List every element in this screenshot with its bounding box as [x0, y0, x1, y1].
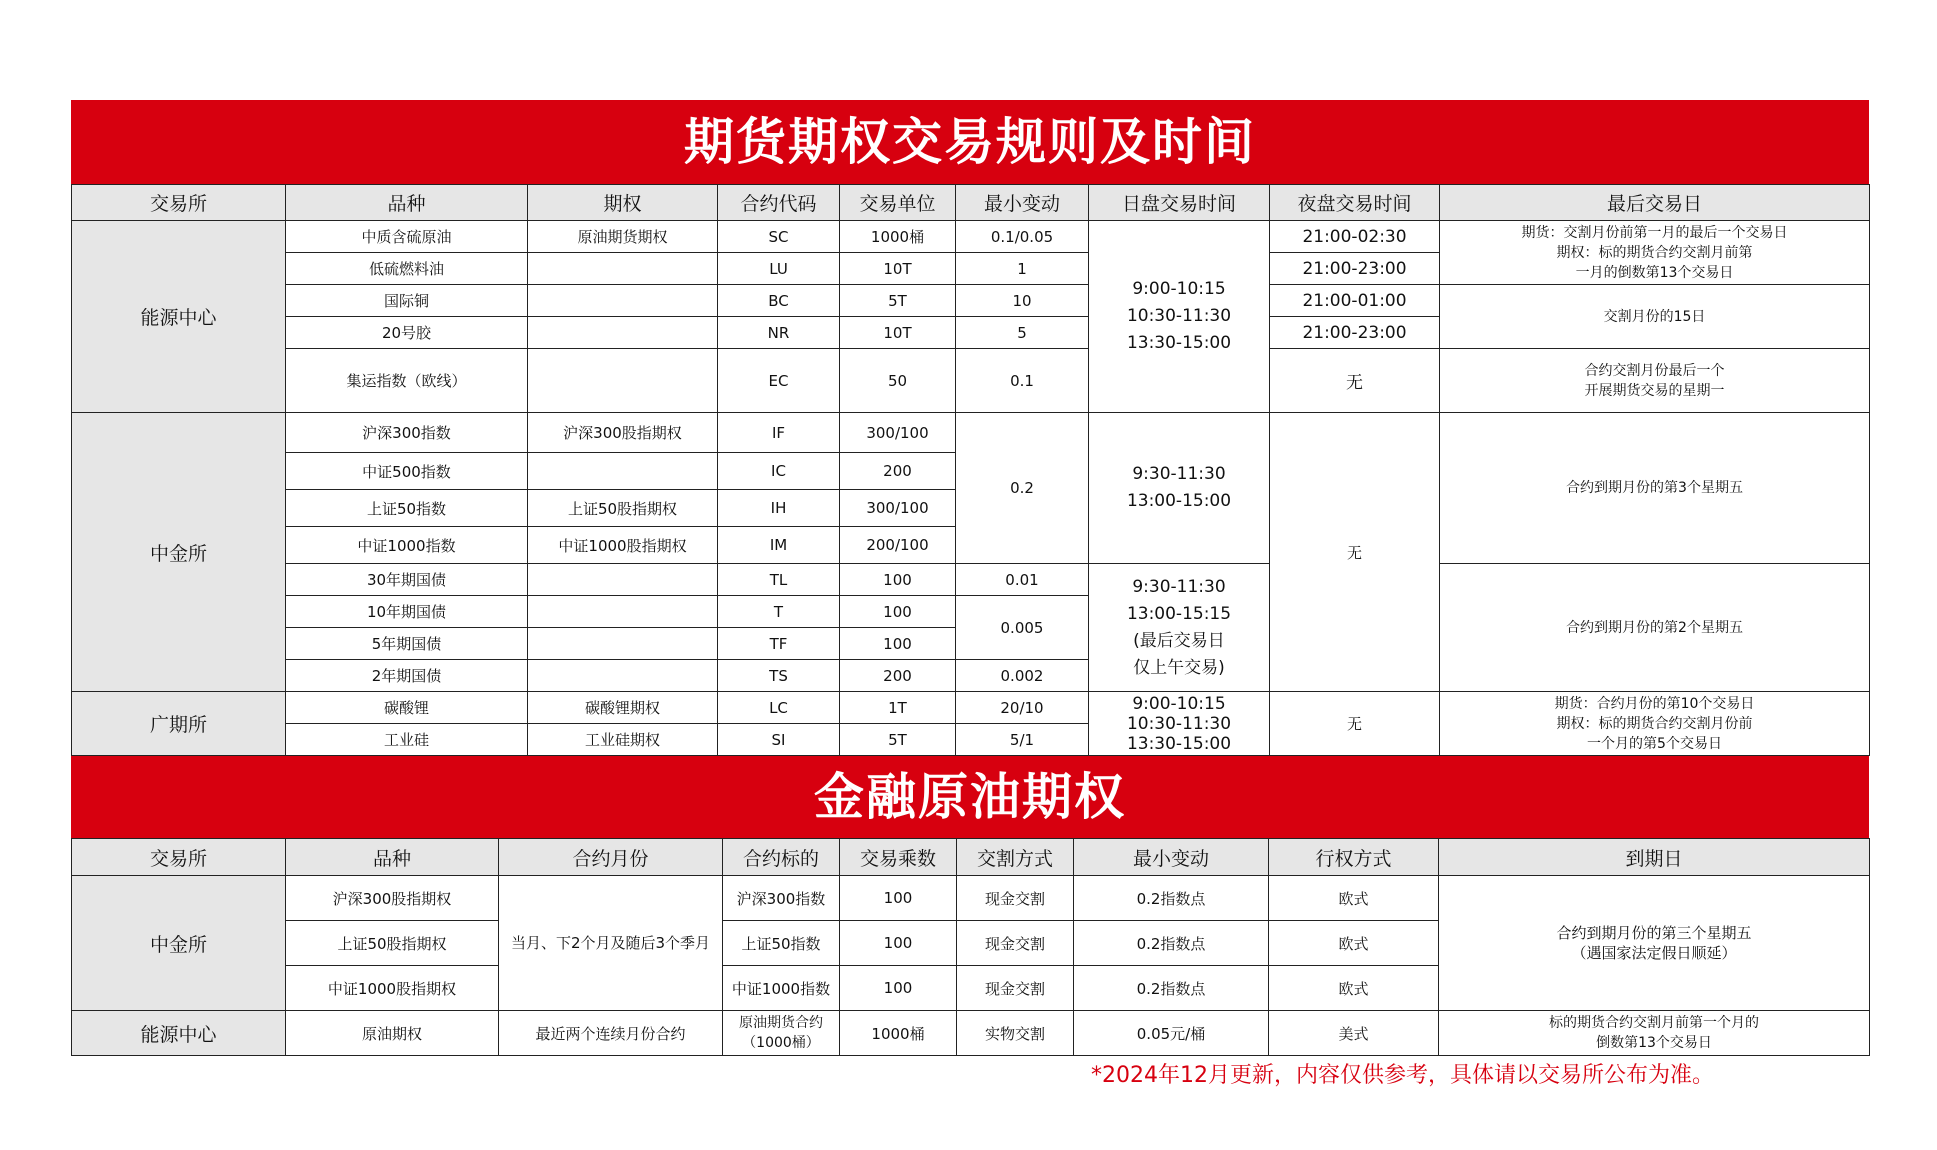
header-last-trading-day: 最后交易日: [1440, 185, 1870, 221]
contract-months-cffex: 当月、下2个月及随后3个季月: [499, 876, 723, 1011]
table-row: [72, 349, 1870, 413]
product-cell: 碳酸锂: [286, 692, 528, 724]
code-cell: EC: [718, 349, 840, 413]
exchange-cffex: 中金所: [72, 413, 286, 692]
code-cell: LU: [718, 253, 840, 285]
unit-cell: 200: [840, 660, 956, 692]
header-product: 品种: [286, 185, 528, 221]
tick-cell: 0.01: [956, 564, 1089, 596]
rules-sheet: [71, 100, 1869, 1056]
product-cell: 集运指数（欧线）: [286, 349, 528, 413]
unit-cell: 5T: [840, 724, 956, 756]
night-session-lu: 21:00-23:00: [1270, 253, 1440, 285]
unit-cell: 10T: [840, 317, 956, 349]
header-night-session: 夜盘交易时间: [1270, 185, 1440, 221]
last-day-line: 期货：合约月份的第10个交易日: [1554, 695, 1755, 712]
product-cell: 30年期国债: [286, 564, 528, 596]
options-title: 金融原油期权: [71, 756, 1869, 838]
table-row: [72, 692, 1870, 724]
delivery-cell: 现金交割: [957, 876, 1074, 921]
session-line: 9:00-10:15: [1132, 279, 1226, 299]
unit-cell: 100: [840, 564, 956, 596]
header-exchange: 交易所: [72, 185, 286, 221]
last-day-line: 期权：标的期货合约交割月份前: [1556, 715, 1753, 732]
tick-cell: 0.1/0.05: [956, 221, 1089, 253]
option-cell: 上证50股指期权: [528, 490, 718, 527]
code-cell: IF: [718, 413, 840, 453]
code-cell: SI: [718, 724, 840, 756]
session-line: 9:30-11:30: [1132, 576, 1226, 597]
unit-cell: 100: [840, 628, 956, 660]
code-cell: TF: [718, 628, 840, 660]
session-line: 13:00-15:15: [1126, 603, 1232, 624]
option-cell: 原油期货期权: [528, 221, 718, 253]
header-tick: 最小变动: [956, 185, 1089, 221]
night-session-cffex: 无: [1270, 413, 1440, 692]
unit-cell: 300/100: [840, 413, 956, 453]
underlying-cell: 上证50指数: [723, 921, 840, 966]
tick-cell: 5/1: [956, 724, 1089, 756]
product-cell: 沪深300股指期权: [286, 876, 499, 921]
night-session-nr: 21:00-23:00: [1270, 317, 1440, 349]
code-cell: TL: [718, 564, 840, 596]
header-tick: 最小变动: [1074, 839, 1269, 876]
option-cell: [528, 453, 718, 490]
unit-cell: 300/100: [840, 490, 956, 527]
multiplier-cell: 1000桶: [840, 1011, 957, 1056]
underlying-cell: [723, 1011, 840, 1056]
last-day-bc-nr: 交割月份的15日: [1440, 285, 1870, 349]
code-cell: BC: [718, 285, 840, 317]
code-cell: SC: [718, 221, 840, 253]
option-cell: 工业硅期权: [528, 724, 718, 756]
unit-cell: 1000桶: [840, 221, 956, 253]
night-session-gfex: 无: [1270, 692, 1440, 756]
code-cell: IC: [718, 453, 840, 490]
product-cell: 沪深300指数: [286, 413, 528, 453]
header-exchange: 交易所: [72, 839, 286, 876]
header-option: 期权: [528, 185, 718, 221]
expiry-line: （遇国家法定假日顺延）: [1571, 944, 1737, 962]
header-underlying: 合约标的: [723, 839, 840, 876]
tick-cell: 0.002: [956, 660, 1089, 692]
header-unit: 交易单位: [840, 185, 956, 221]
product-cell: 5年期国债: [286, 628, 528, 660]
option-cell: [528, 253, 718, 285]
product-cell: 20号胶: [286, 317, 528, 349]
product-cell: 工业硅: [286, 724, 528, 756]
delivery-cell: 现金交割: [957, 966, 1074, 1011]
last-day-line: 期货：交割月份前第一月的最后一个交易日: [1521, 224, 1788, 241]
product-cell: 上证50股指期权: [286, 921, 499, 966]
night-session-bc: 21:00-01:00: [1270, 285, 1440, 317]
style-cell: 欧式: [1269, 921, 1439, 966]
header-expiry: 到期日: [1439, 839, 1870, 876]
session-line: 13:30-15:00: [1126, 333, 1232, 353]
tick-cell: 0.2指数点: [1074, 966, 1269, 1011]
header-delivery: 交割方式: [957, 839, 1074, 876]
unit-cell: 10T: [840, 253, 956, 285]
style-cell: 欧式: [1269, 876, 1439, 921]
unit-cell: 5T: [840, 285, 956, 317]
day-session-equity: [1089, 413, 1270, 564]
unit-cell: 50: [840, 349, 956, 413]
tick-cell: 5: [956, 317, 1089, 349]
tick-cell: 10: [956, 285, 1089, 317]
expiry-line: 倒数第13个交易日: [1596, 1035, 1712, 1051]
exchange-gfex: 广期所: [72, 692, 286, 756]
tick-equity-index: 0.2: [956, 413, 1089, 564]
exchange-energy: 能源中心: [72, 1011, 286, 1056]
underlying-cell: 沪深300指数: [723, 876, 840, 921]
table-row: [72, 876, 1870, 921]
last-day-gfex: [1440, 692, 1870, 756]
session-line: 仅上午交易): [1133, 657, 1225, 678]
product-cell: 国际铜: [286, 285, 528, 317]
tick-cell: 1: [956, 253, 1089, 285]
exchange-energy: 能源中心: [72, 221, 286, 413]
option-cell: [528, 660, 718, 692]
tick-bond-mid: 0.005: [956, 596, 1089, 660]
underlying-line: （1000桶）: [742, 1035, 820, 1051]
unit-cell: 200: [840, 453, 956, 490]
delivery-cell: 实物交割: [957, 1011, 1074, 1056]
table-row: [72, 1011, 1870, 1056]
contract-months-energy: 最近两个连续月份合约: [499, 1011, 723, 1056]
product-cell: 中证1000股指期权: [286, 966, 499, 1011]
multiplier-cell: 100: [840, 921, 957, 966]
header-contract-month: 合约月份: [499, 839, 723, 876]
code-cell: IM: [718, 527, 840, 564]
tick-cell: 0.05元/桶: [1074, 1011, 1269, 1056]
last-day-bond: 合约到期月份的第2个星期五: [1440, 564, 1870, 692]
last-day-ec: [1440, 349, 1870, 413]
underlying-line: 原油期货合约: [739, 1015, 823, 1031]
last-day-line: 开展期货交易的星期一: [1584, 382, 1725, 399]
header-exercise-style: 行权方式: [1269, 839, 1439, 876]
product-cell: 低硫燃料油: [286, 253, 528, 285]
last-day-line: 一月的倒数第13个交易日: [1575, 264, 1734, 281]
table-row: [72, 564, 1870, 596]
code-cell: TS: [718, 660, 840, 692]
session-line: 10:30-11:30: [1126, 713, 1232, 734]
option-cell: 碳酸锂期权: [528, 692, 718, 724]
last-day-line: 一个月的第5个交易日: [1587, 735, 1722, 752]
option-cell: [528, 317, 718, 349]
last-day-line: 期权：标的期货合约交割月前第: [1556, 244, 1753, 261]
futures-header-row: [72, 185, 1870, 221]
tick-cell: 0.2指数点: [1074, 921, 1269, 966]
header-code: 合约代码: [718, 185, 840, 221]
delivery-cell: 现金交割: [957, 921, 1074, 966]
expiry-energy: [1439, 1011, 1870, 1056]
product-cell: 中证500指数: [286, 453, 528, 490]
options-table: [71, 838, 1870, 1056]
header-product: 品种: [286, 839, 499, 876]
expiry-cffex: [1439, 876, 1870, 1011]
underlying-cell: 中证1000指数: [723, 966, 840, 1011]
table-row: [72, 413, 1870, 453]
code-cell: T: [718, 596, 840, 628]
session-line: (最后交易日: [1133, 630, 1225, 651]
footnote: *2024年12月更新，内容仅供参考，具体请以交易所公布为准。: [1091, 1063, 1714, 1088]
product-cell: 中质含硫原油: [286, 221, 528, 253]
code-cell: NR: [718, 317, 840, 349]
day-session-gfex: [1089, 692, 1270, 756]
multiplier-cell: 100: [840, 966, 957, 1011]
product-cell: 2年期国债: [286, 660, 528, 692]
tick-cell: 0.2指数点: [1074, 876, 1269, 921]
options-header-row: [72, 839, 1870, 876]
multiplier-cell: 100: [840, 876, 957, 921]
style-cell: 欧式: [1269, 966, 1439, 1011]
option-cell: [528, 596, 718, 628]
tick-cell: 20/10: [956, 692, 1089, 724]
session-line: 13:30-15:00: [1126, 733, 1232, 754]
futures-rules-table: [71, 184, 1870, 756]
option-cell: 沪深300股指期权: [528, 413, 718, 453]
code-cell: LC: [718, 692, 840, 724]
session-line: 13:00-15:00: [1126, 491, 1232, 511]
option-cell: [528, 349, 718, 413]
night-session-ec: 无: [1270, 349, 1440, 413]
night-session-sc: 21:00-02:30: [1270, 221, 1440, 253]
exchange-cffex: 中金所: [72, 876, 286, 1011]
table-row: [72, 221, 1870, 253]
option-cell: [528, 628, 718, 660]
option-cell: [528, 285, 718, 317]
session-line: 9:30-11:30: [1132, 464, 1226, 484]
unit-cell: 1T: [840, 692, 956, 724]
code-cell: IH: [718, 490, 840, 527]
option-cell: [528, 564, 718, 596]
unit-cell: 200/100: [840, 527, 956, 564]
last-day-sc-lu: [1440, 221, 1870, 285]
last-day-equity: 合约到期月份的第3个星期五: [1440, 413, 1870, 564]
last-day-line: 合约交割月份最后一个: [1584, 362, 1725, 379]
product-cell: 原油期权: [286, 1011, 499, 1056]
expiry-line: 合约到期月份的第三个星期五: [1556, 924, 1752, 942]
table-row: [72, 285, 1870, 317]
tick-cell: 0.1: [956, 349, 1089, 413]
style-cell: 美式: [1269, 1011, 1439, 1056]
product-cell: 上证50指数: [286, 490, 528, 527]
header-multiplier: 交易乘数: [840, 839, 957, 876]
session-line: 9:00-10:15: [1132, 693, 1226, 714]
product-cell: 中证1000指数: [286, 527, 528, 564]
header-day-session: 日盘交易时间: [1089, 185, 1270, 221]
day-session-bond: [1089, 564, 1270, 692]
product-cell: 10年期国债: [286, 596, 528, 628]
unit-cell: 100: [840, 596, 956, 628]
expiry-line: 标的期货合约交割月前第一个月的: [1549, 1015, 1759, 1031]
day-session-energy: [1089, 221, 1270, 413]
option-cell: 中证1000股指期权: [528, 527, 718, 564]
session-line: 10:30-11:30: [1126, 306, 1232, 326]
futures-title: 期货期权交易规则及时间: [71, 100, 1869, 184]
